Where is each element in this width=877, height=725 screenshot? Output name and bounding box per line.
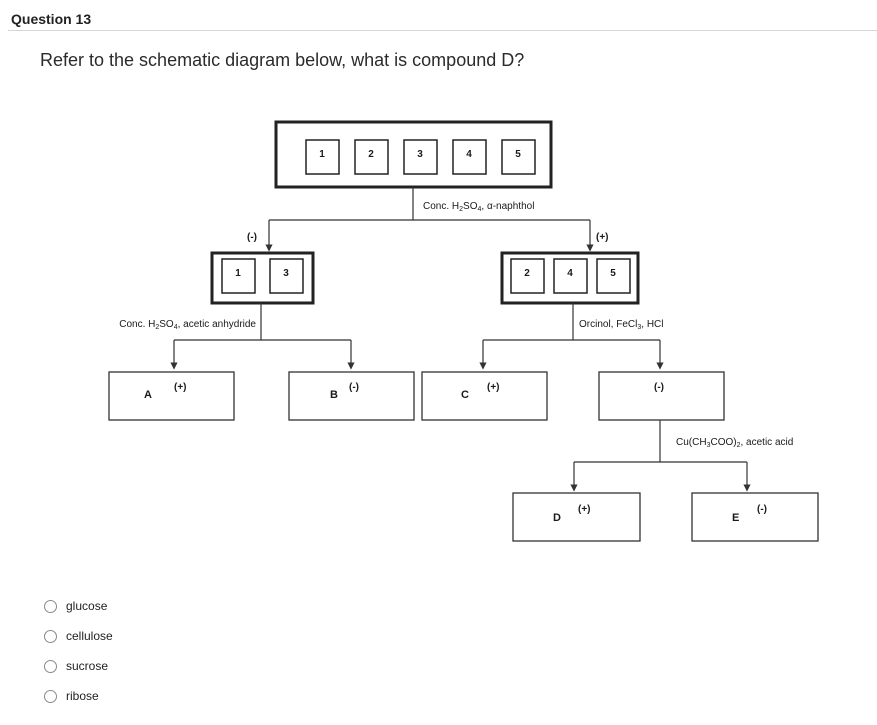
question-prompt: Refer to the schematic diagram below, what is compound D? <box>40 50 525 70</box>
answer-options <box>44 598 113 718</box>
left-cell-3: 3 <box>283 268 289 279</box>
option-label: sucrose <box>66 659 109 673</box>
top-cell-1: 1 <box>319 149 325 160</box>
result-a-letter: A <box>144 389 152 401</box>
top-cell-5: 5 <box>515 149 521 160</box>
bottom-reagent: $Cu(CH_3COO)_2$, acetic acid <box>676 437 794 449</box>
top-cell-4: 4 <box>466 149 472 160</box>
radio-button[interactable] <box>44 660 57 673</box>
option-label: glucose <box>66 599 108 613</box>
result-b-sign: (-) <box>349 382 359 393</box>
result-box-e <box>692 493 818 541</box>
result-box-b <box>289 372 414 420</box>
option-cellulose[interactable] <box>44 628 113 658</box>
left-branch-sign: (-) <box>247 232 257 243</box>
radio-button[interactable] <box>44 690 57 703</box>
right-reagent: Orcinol, FeCl$_3$, HCl <box>579 319 664 331</box>
top-cell-3: 3 <box>417 149 423 160</box>
right-cell-5: 5 <box>610 268 616 279</box>
result-box-unnamed <box>599 372 724 420</box>
result-d-letter: D <box>553 512 561 524</box>
result-e-letter: E <box>732 512 740 524</box>
option-sucrose[interactable] <box>44 658 113 688</box>
radio-button[interactable] <box>44 630 57 643</box>
result-a-sign: (+) <box>174 382 187 393</box>
result-c-sign: (+) <box>487 382 500 393</box>
question-title: Question 13 <box>11 11 92 27</box>
option-glucose[interactable] <box>44 598 113 628</box>
option-ribose[interactable] <box>44 688 113 718</box>
option-label: cellulose <box>66 629 113 643</box>
result-box-d <box>513 493 640 541</box>
right-branch-sign: (+) <box>596 232 609 243</box>
top-reagent: Conc. $H_2SO_4$, α-naphthol <box>423 201 535 213</box>
left-cell-1: 1 <box>235 268 241 279</box>
result-d-sign: (+) <box>578 504 591 515</box>
result-e-sign: (-) <box>757 504 767 515</box>
result-unnamed-sign: (-) <box>654 382 664 393</box>
left-reagent: Conc. $H_2SO_4$, acetic anhydride <box>119 319 256 331</box>
result-c-letter: C <box>461 389 469 401</box>
right-cell-2: 2 <box>524 268 530 279</box>
result-box-a <box>109 372 234 420</box>
result-box-c <box>422 372 547 420</box>
option-label: ribose <box>66 689 99 703</box>
radio-button[interactable] <box>44 600 57 613</box>
top-cell-2: 2 <box>368 149 374 160</box>
right-cell-4: 4 <box>567 268 573 279</box>
result-b-letter: B <box>330 389 338 401</box>
